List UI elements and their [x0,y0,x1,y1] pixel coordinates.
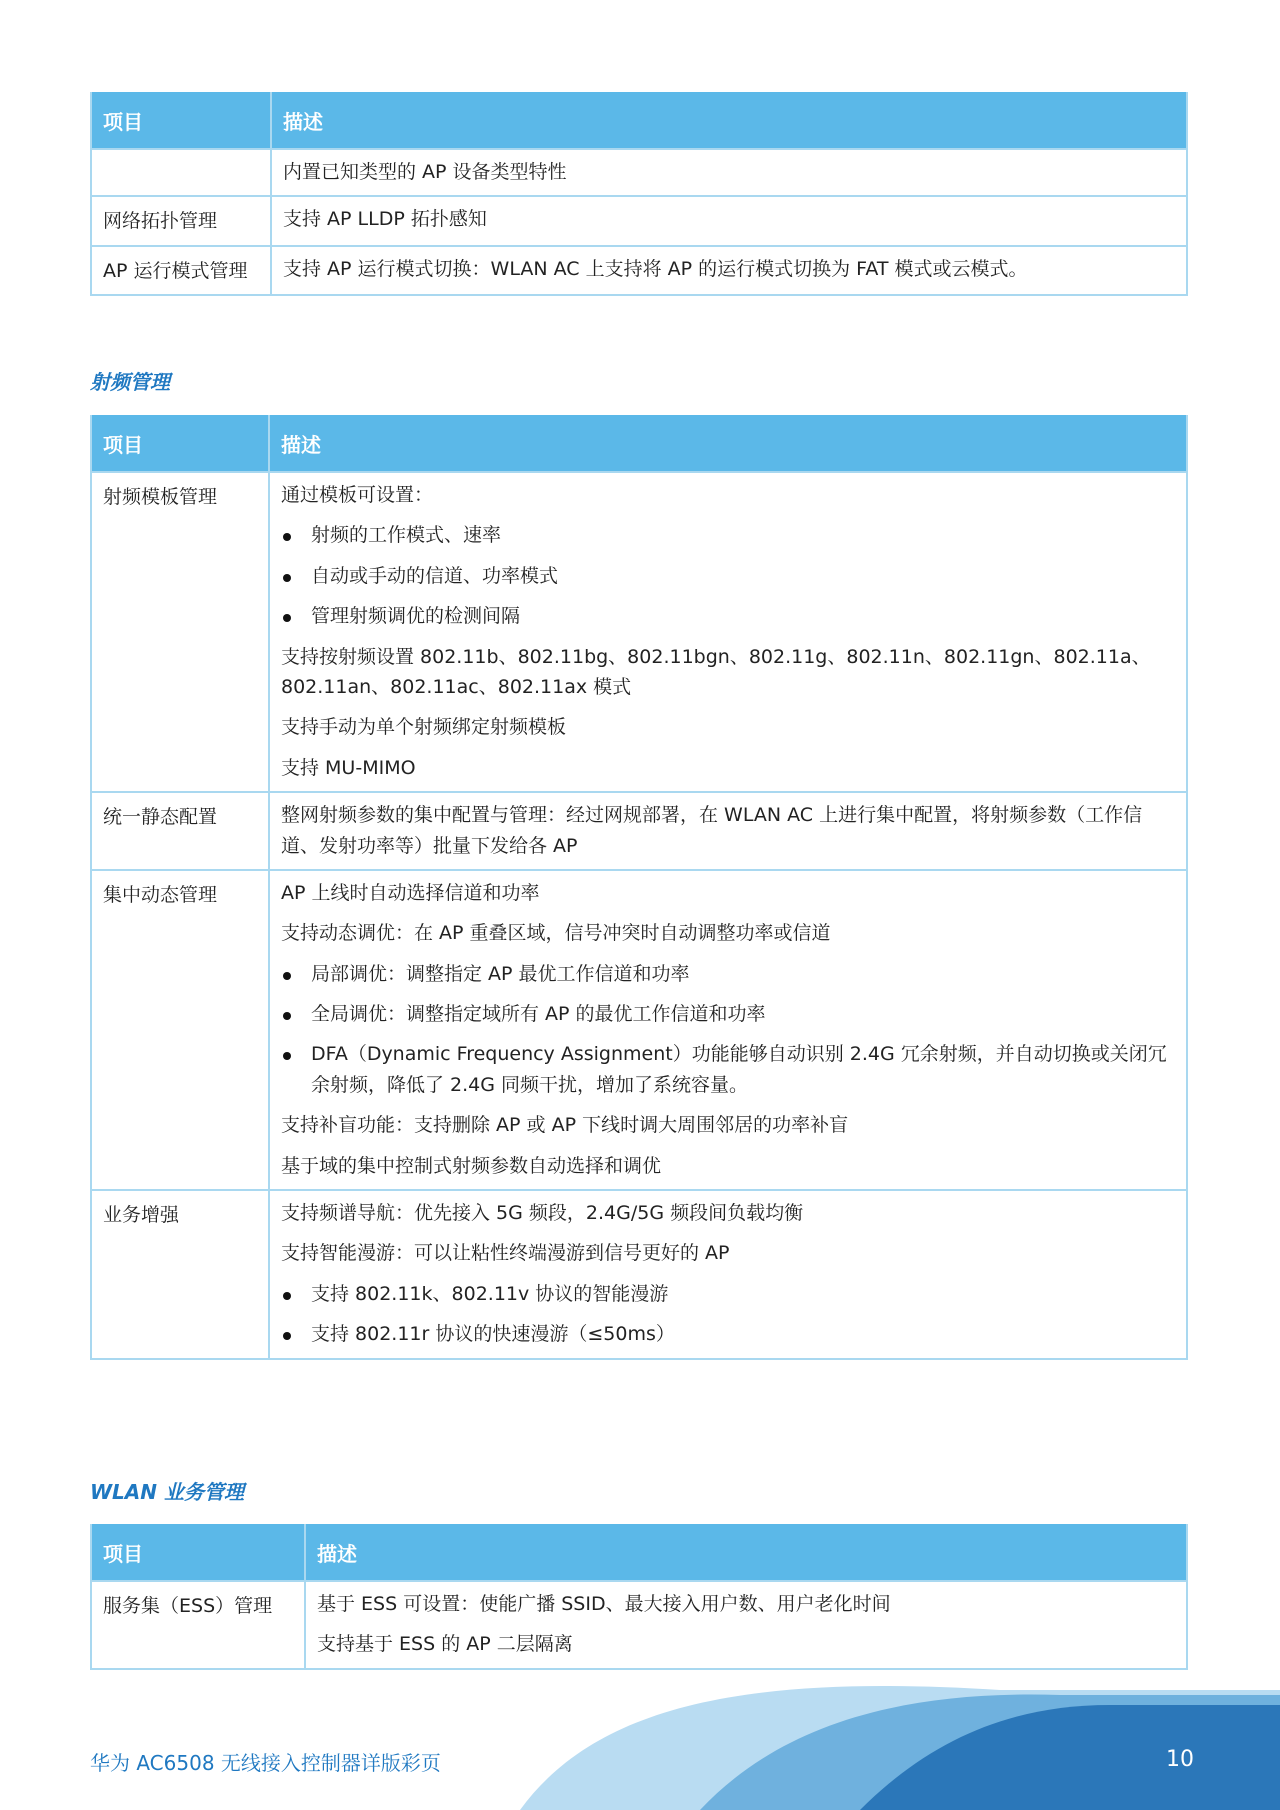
row-desc: 整网射频参数的集中配置与管理：经过网规部署，在 WLAN AC 上进行集中配置，将射频参数（工作信道、发射功率等）批量下发给各 AP [269,792,1187,870]
table-wlan-management [90,1524,1188,1670]
desc-paragraph: 支持智能漫游：可以让粘性终端漫游到信号更好的 AP [281,1242,730,1265]
desc-paragraph: 通过模板可设置： [281,484,434,506]
bullet-list [281,1279,1175,1350]
desc-paragraph: 基于 ESS 可设置：使能广播 SSID、最大接入用户数、用户老化时间 [317,1593,891,1615]
page-number: 10 [1166,1747,1194,1772]
table-header-row [91,92,1187,149]
row-desc: 内置已知类型的 AP 设备类型特性 [271,149,1187,196]
row-item: 射频模板管理 [91,472,269,792]
bullet-item: 局部调优：调整指定 AP 最优工作信道和功率 [281,959,1175,989]
row-item: 网络拓扑管理 [91,196,271,245]
row-item: 集中动态管理 [91,870,269,1190]
bullet-item: DFA（Dynamic Frequency Assignment）功能能够自动识别 2.4G 冗余射频，并自动切换或关闭冗余射频，降低了 2.4G 同频干扰，增加了系统容量。 [281,1039,1175,1100]
desc-paragraph: 支持频谱导航：优先接入 5G 频段，2.4G/5G 频段间负载均衡 [281,1202,804,1225]
table-rf-management [90,415,1188,1360]
table-row [91,870,1187,1190]
bullet-item: 支持 802.11k、802.11v 协议的智能漫游 [281,1279,1175,1309]
header-item: 项目 [91,92,271,149]
header-desc: 描述 [269,415,1187,472]
row-item: 业务增强 [91,1190,269,1359]
desc-paragraph: 基于域的集中控制式射频参数自动选择和调优 [281,1154,662,1177]
header-item: 项目 [91,1524,305,1581]
desc-paragraph: AP 上线时自动选择信道和功率 [281,881,540,904]
section-title-wlan: WLAN 业务管理 [90,1480,244,1504]
row-desc [305,1581,1187,1669]
section-title-rf: 射频管理 [90,370,170,394]
row-item: 统一静态配置 [91,792,269,870]
row-desc [269,472,1187,792]
bullet-item: 射频的工作模式、速率 [281,520,1175,550]
table-row [91,792,1187,870]
footer-doc-title: 华为 AC6508 无线接入控制器详版彩页 [90,1751,441,1775]
bullet-item: 全局调优：调整指定域所有 AP 的最优工作信道和功率 [281,999,1175,1029]
row-item: 服务集（ESS）管理 [91,1581,305,1669]
header-desc: 描述 [305,1524,1187,1581]
bullet-item: 自动或手动的信道、功率模式 [281,561,1175,591]
desc-paragraph: 支持按射频设置 802.11b、802.11bg、802.11bgn、802.11g、802.11n、802.11gn、802.11a、802.11an、802.11ac、802.11ax 模式 [281,645,1151,698]
bullet-item: 管理射频调优的检测间隔 [281,601,1175,631]
header-desc: 描述 [271,92,1187,149]
table-row [91,246,1187,295]
table-row [91,1190,1187,1359]
table-ap-management [90,92,1188,296]
desc-paragraph: 支持手动为单个射频绑定射频模板 [281,716,567,739]
bullet-list [281,520,1175,631]
footer-wave-decoration [0,1680,1280,1810]
row-desc: 支持 AP LLDP 拓扑感知 [271,196,1187,245]
desc-paragraph: 支持补盲功能：支持删除 AP 或 AP 下线时调大周围邻居的功率补盲 [281,1114,849,1137]
table-row [91,196,1187,245]
header-item: 项目 [91,415,269,472]
desc-paragraph: 支持基于 ESS 的 AP 二层隔离 [317,1633,573,1656]
table-row [91,149,1187,196]
row-desc: 支持 AP 运行模式切换：WLAN AC 上支持将 AP 的运行模式切换为 FAT 模式或云模式。 [271,246,1187,295]
desc-paragraph: 支持 MU-MIMO [281,756,416,779]
row-item: AP 运行模式管理 [91,246,271,295]
row-item [91,149,271,196]
table-row [91,472,1187,792]
row-desc [269,1190,1187,1359]
table-row [91,1581,1187,1669]
bullet-list [281,959,1175,1101]
bullet-item: 支持 802.11r 协议的快速漫游（≤50ms） [281,1319,1175,1349]
table-header-row [91,415,1187,472]
row-desc [269,870,1187,1190]
desc-paragraph: 支持动态调优：在 AP 重叠区域，信号冲突时自动调整功率或信道 [281,922,831,945]
table-header-row [91,1524,1187,1581]
